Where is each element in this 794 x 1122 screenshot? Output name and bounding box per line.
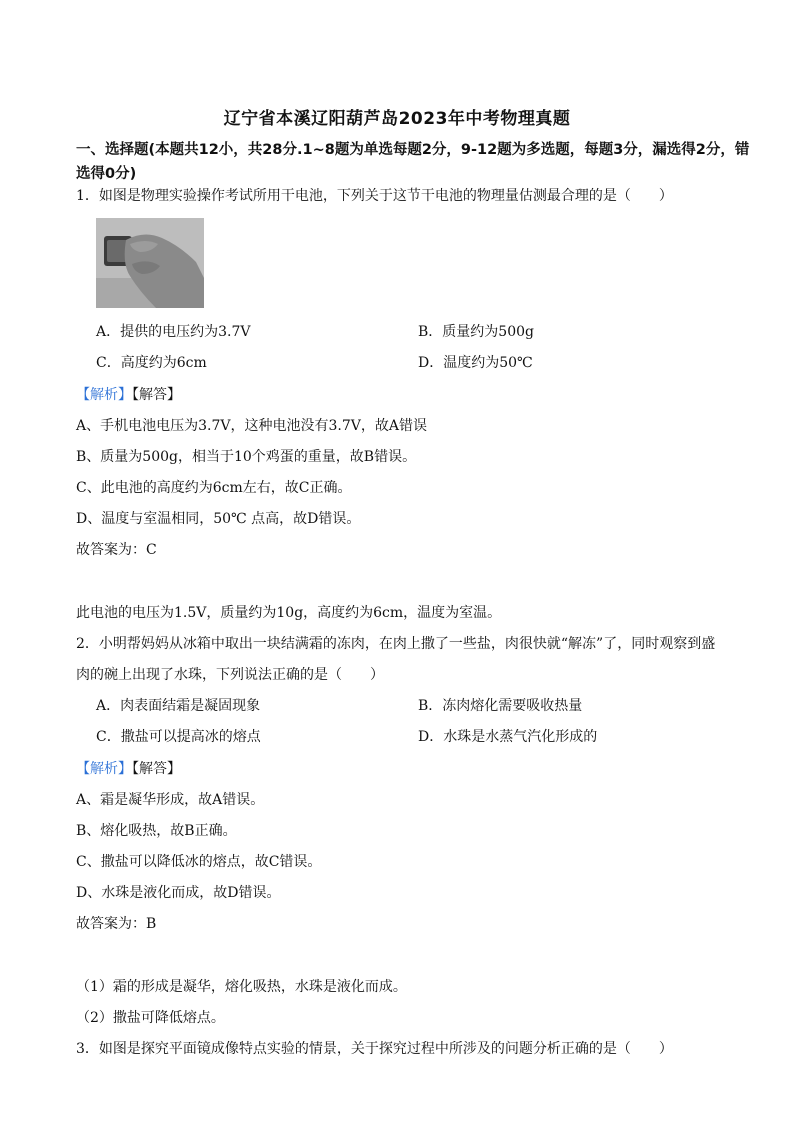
- question-2-option-d: D．水珠是水蒸气汽化形成的: [418, 729, 598, 745]
- section-heading: 一、选择题(本题共12小，共28分.1~8题为单选每题2分，9-12题为多选题，每题3分，漏选得2分，错选得0分): [76, 142, 750, 182]
- question-1-analysis-b: B、质量为500g，相当于10个鸡蛋的重量，故B错误。: [76, 449, 417, 465]
- question-2-option-b: B．冻肉熔化需要吸收热量: [418, 698, 583, 714]
- question-1-analysis-a: A、手机电池电压为3.7V，这种电池没有3.7V，故A错误: [76, 418, 427, 434]
- question-1-option-d: D．温度约为50℃: [418, 355, 533, 371]
- question-2-analysis-b: B、熔化吸热，故B正确。: [76, 823, 237, 839]
- page-title: 辽宁省本溪辽阳葫芦岛2023年中考物理真题: [223, 109, 571, 129]
- question-2-stem-line-2: 肉的碗上出现了水珠，下列说法正确的是（ ）: [76, 667, 384, 683]
- question-2-analysis-header: [76, 759, 181, 779]
- analysis-tag: 【解析】: [76, 761, 132, 777]
- battery-photo: [96, 218, 204, 308]
- question-2-option-a: A．肉表面结霜是凝固现象: [96, 698, 261, 714]
- question-2-note-2: （2）撒盐可降低熔点。: [76, 1010, 225, 1026]
- question-2-analysis-a: A、霜是凝华形成，故A错误。: [76, 792, 265, 808]
- analysis-tag: 【解析】: [76, 387, 132, 403]
- question-2-option-c: C．撒盐可以提高冰的熔点: [96, 729, 261, 745]
- question-2-analysis-d: D、水珠是液化而成，故D错误。: [76, 885, 281, 901]
- question-1-analysis-d: D、温度与室温相同，50℃ 点高，故D错误。: [76, 511, 361, 527]
- battery-in-hand-image: [96, 218, 204, 308]
- question-2-analysis-c: C、撒盐可以降低冰的熔点，故C错误。: [76, 854, 322, 870]
- question-1-analysis-c: C、此电池的高度约为6cm左右，故C正确。: [76, 480, 352, 496]
- question-1-analysis-header: [76, 385, 181, 405]
- question-1-option-a: A．提供的电压约为3.7V: [96, 324, 251, 340]
- question-2-stem-line-1: 2．小明帮妈妈从冰箱中取出一块结满霜的冻肉，在肉上撒了一些盐，肉很快就“解冻”了，同时观察到盛: [76, 636, 716, 652]
- question-2-note-1: （1）霜的形成是凝华，熔化吸热，水珠是液化而成。: [76, 979, 407, 995]
- question-1-note: 此电池的电压为1.5V，质量约为10g，高度约为6cm，温度为室温。: [76, 605, 502, 621]
- question-2-final-answer: 故答案为：B: [76, 916, 157, 932]
- answer-tag: 【解答】: [132, 761, 181, 777]
- answer-tag: 【解答】: [132, 387, 181, 403]
- question-1-final-answer: 故答案为：C: [76, 542, 157, 558]
- question-1-option-c: C．高度约为6cm: [96, 355, 207, 371]
- question-1-stem: 1．如图是物理实验操作考试所用干电池，下列关于这节干电池的物理量估测最合理的是（ ）: [76, 188, 673, 204]
- question-3-stem: 3．如图是探究平面镜成像特点实验的情景，关于探究过程中所涉及的问题分析正确的是（ ）: [76, 1041, 673, 1057]
- question-1-option-b: B．质量约为500g: [418, 324, 534, 340]
